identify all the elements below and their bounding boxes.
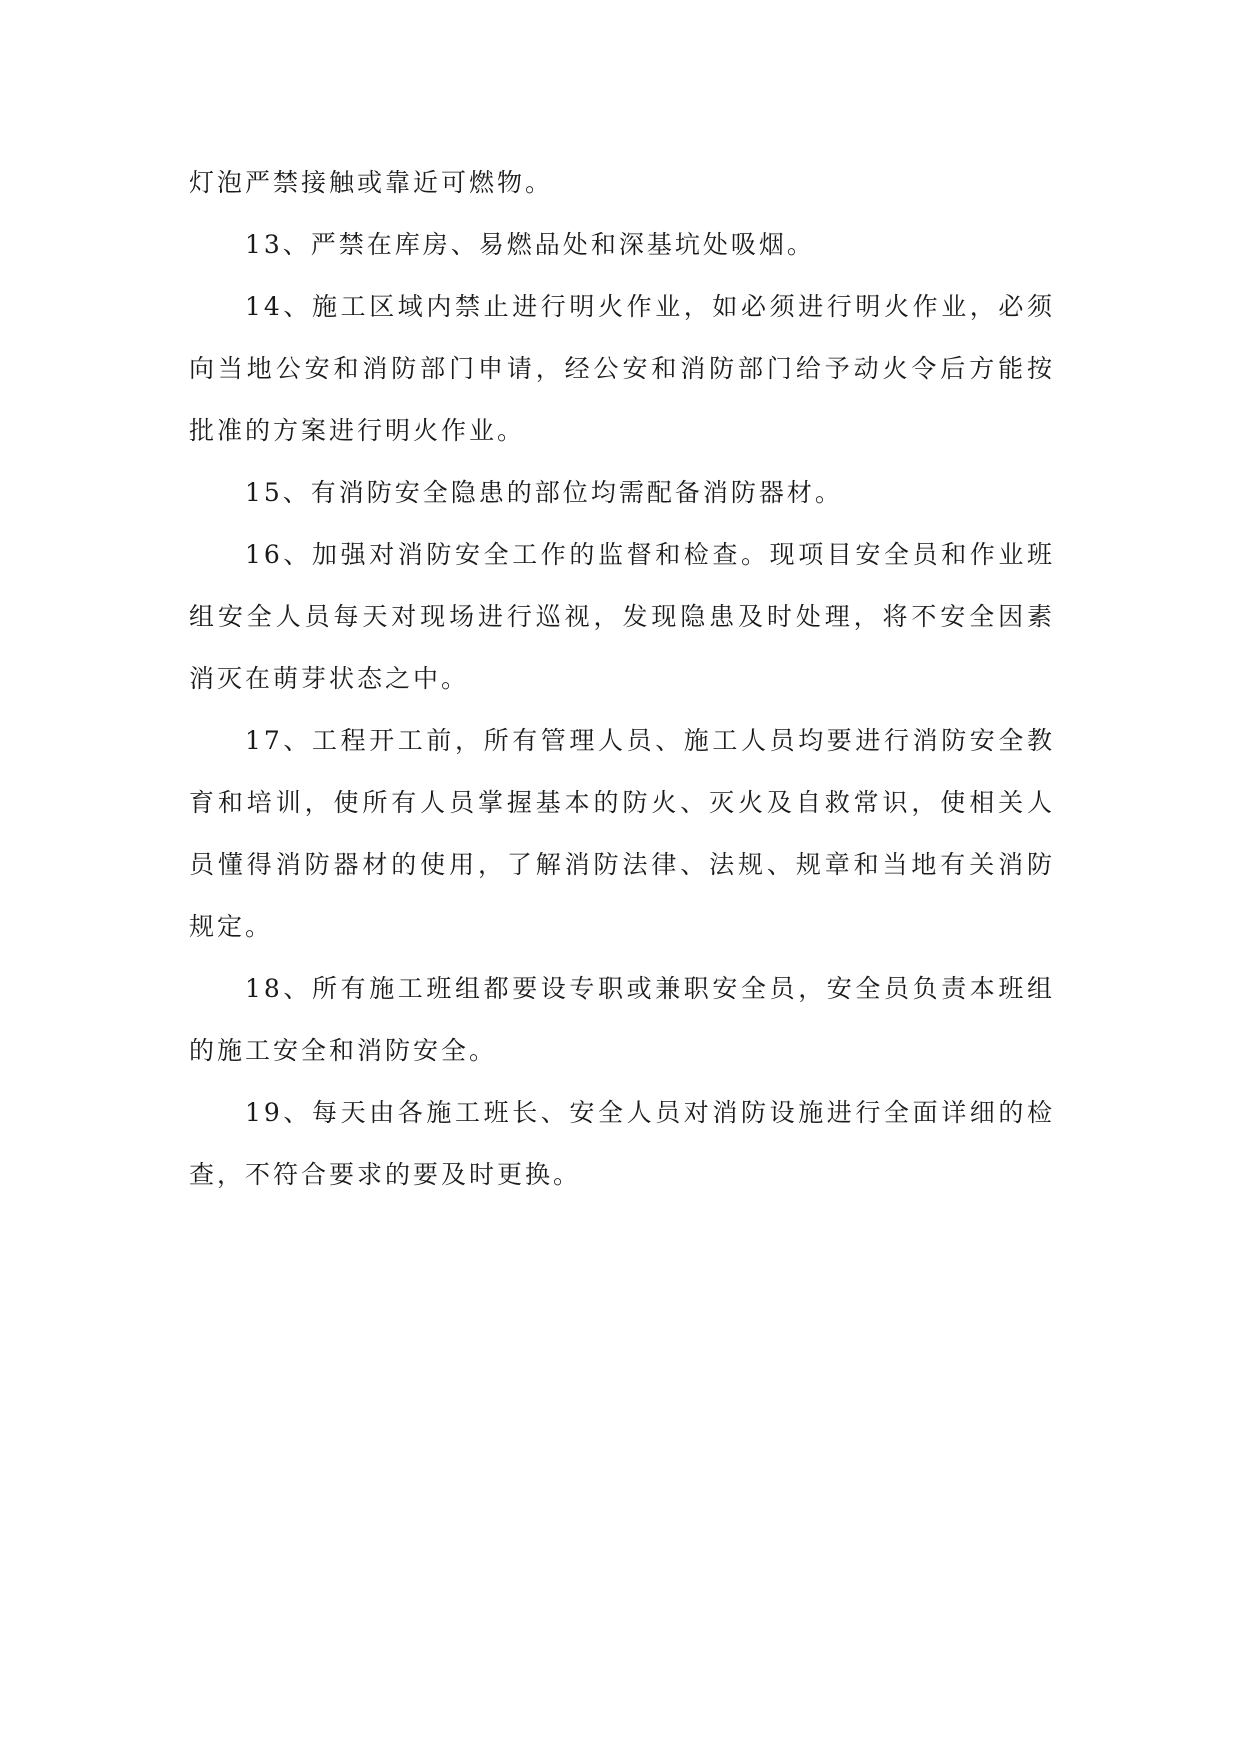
- paragraph-item-13: 13、严禁在库房、易燃品处和深基坑处吸烟。: [245, 230, 815, 259]
- paragraph-item-16: 16、加强对消防安全工作的监督和检查。现项目安全员和作业班组安全人员每天对现场进行巡视，发现隐患及时处理，将不安全因素消灭在萌芽状态之中。: [189, 540, 1055, 693]
- paragraph-item-18: 18、所有施工班组都要设专职或兼职安全员，安全员负责本班组的施工安全和消防安全。: [189, 974, 1055, 1065]
- paragraph-item-14: 14、施工区域内禁止进行明火作业，如必须进行明火作业，必须向当地公安和消防部门申请，经公安和消防部门给予动火令后方能按批准的方案进行明火作业。: [189, 292, 1055, 445]
- document-body: [189, 152, 1055, 1206]
- paragraph-item-15: 15、有消防安全隐患的部位均需配备消防器材。: [245, 478, 843, 507]
- paragraph-item-17: 17、工程开工前，所有管理人员、施工人员均要进行消防安全教育和培训，使所有人员掌握基本的防火、灭火及自救常识，使相关人员懂得消防器材的使用，了解消防法律、法规、规章和当地有关消防规定。: [189, 726, 1055, 941]
- paragraph-item-19: 19、每天由各施工班长、安全人员对消防设施进行全面详细的检查，不符合要求的要及时更换。: [189, 1098, 1055, 1189]
- paragraph-continued: 灯泡严禁接触或靠近可燃物。: [189, 168, 554, 197]
